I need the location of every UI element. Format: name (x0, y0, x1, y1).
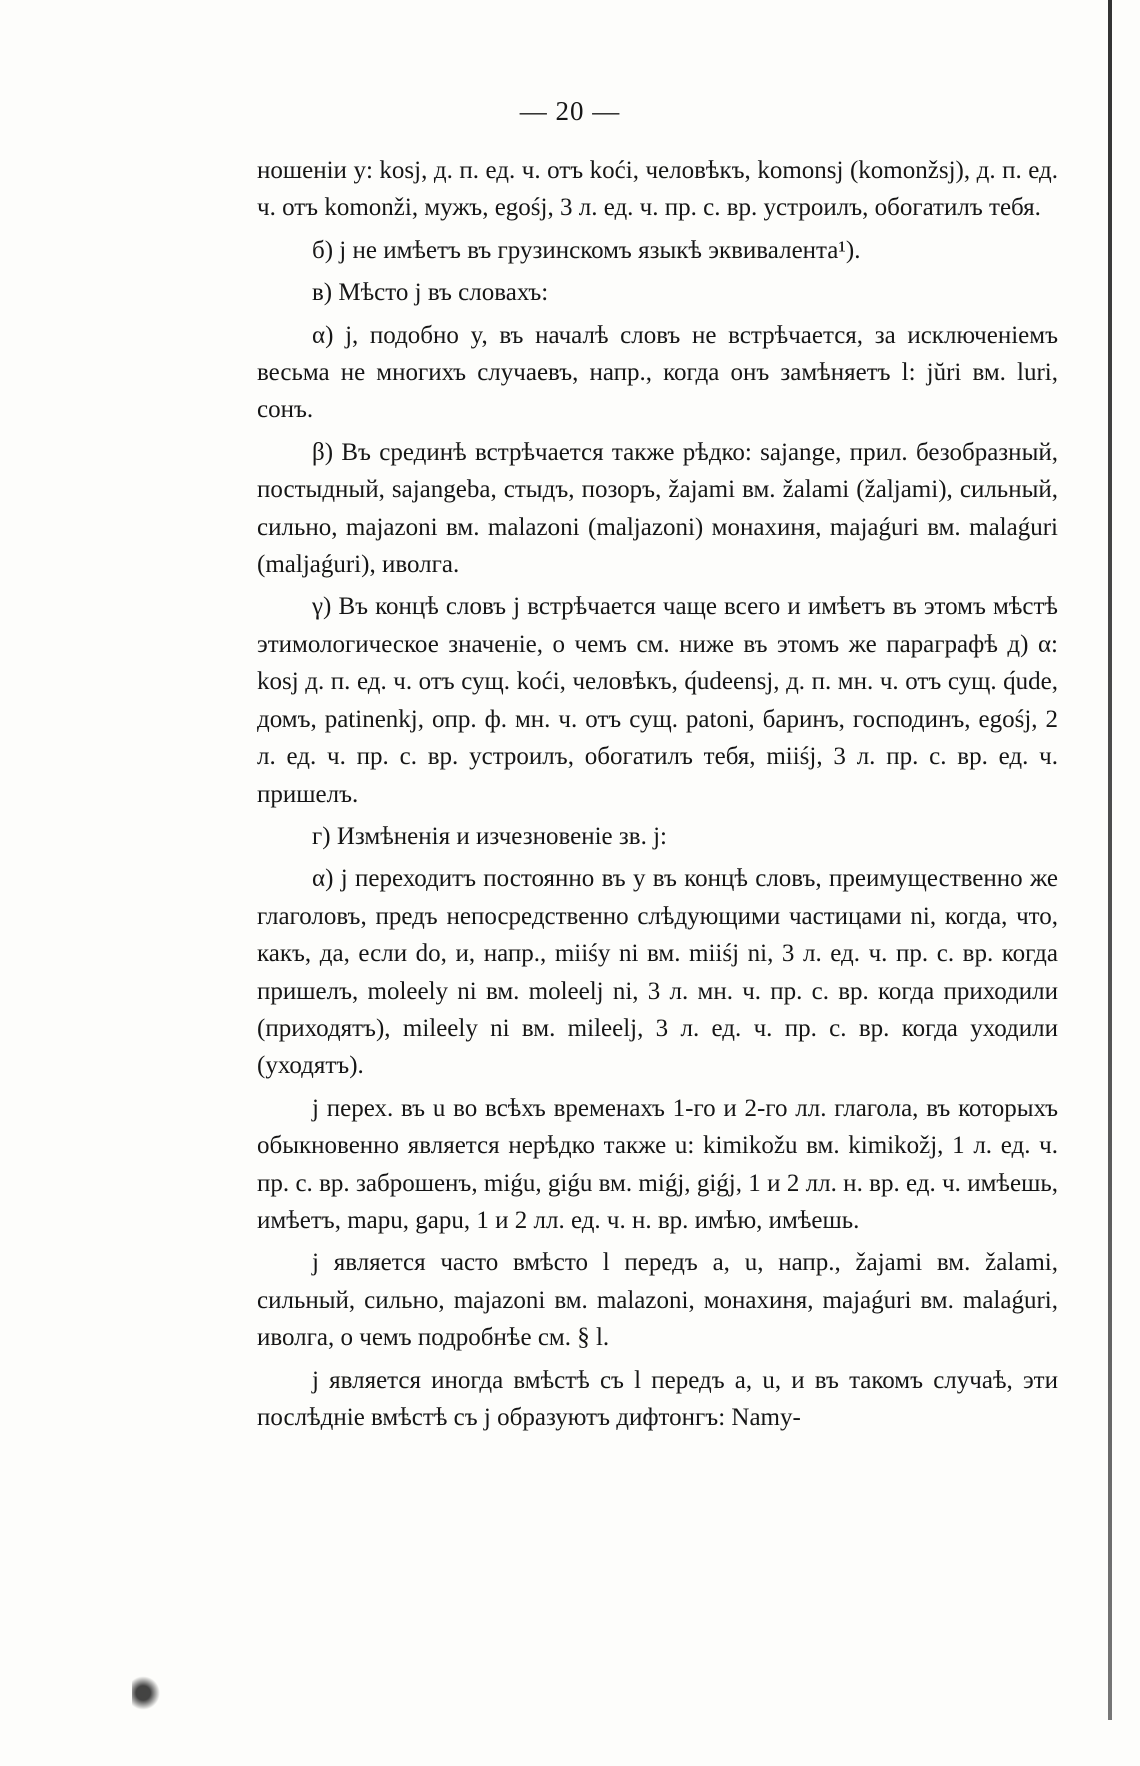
paragraph: б) j не имѣетъ въ грузинскомъ языкѣ эквивалента¹). (312, 236, 861, 264)
page-edge-line (1108, 0, 1112, 1720)
paragraph: α) j переходитъ постоянно въ y въ концѣ словъ, преимущественно же глаголовъ, предъ непосредственно слѣдующими частицами ni, когда, что, какъ, да, если do, и, напр., miiśy ni вм. miiśj ni, 3 л. ед. ч. пр. с. вр. когда пришелъ, moleely ni вм. moleelj ni, 3 л. мн. ч. пр. с. вр. когда приходили (приходятъ), mileely ni вм. mileelj, 3 л. ед. ч. пр. с. вр. когда уходили (уходятъ). (257, 865, 1058, 1080)
paragraph: ношеніи y: kosj, д. п. ед. ч. отъ koći, человѣкъ, komonsj (komonžsj), д. п. ед. ч. отъ komonži, мужъ, egośj, 3 л. ед. ч. пр. с. вр. устроилъ, обогатилъ тебя. (257, 157, 1058, 222)
paragraph: j является часто вмѣсто l передъ a, u, напр., žajami вм. žalami, сильный, сильно, majazoni вм. malazoni, монахиня, majaǵuri вм. malaǵuri, иволга, о чемъ подробнѣе см. § l. (257, 1249, 1058, 1352)
main-text (257, 152, 1058, 1441)
ink-smudge (132, 1676, 160, 1710)
paragraph: в) Мѣсто j въ словахъ: (312, 279, 549, 307)
paragraph: j перех. въ u во всѣхъ временахъ 1-го и 2-го лл. глагола, въ которыхъ обыкновенно является нерѣдко также u: kimikožu вм. kimikožj, 1 л. ед. ч. пр. с. вр. заброшенъ, miǵu, giǵu вм. miǵj, giǵj, 1 и 2 лл. н. вр. ед. ч. имѣешь, имѣетъ, mapu, gapu, 1 и 2 лл. ед. ч. н. вр. имѣю, имѣешь. (257, 1094, 1058, 1234)
page-number: — 20 — (519, 96, 621, 126)
paragraph: j является иногда вмѣстѣ съ l передъ a, u, и въ такомъ случаѣ, эти послѣдніе вмѣстѣ съ j образуютъ дифтонгъ: Namy- (257, 1366, 1058, 1431)
paragraph: г) Измѣненія и изчезновеніе зв. j: (312, 822, 667, 850)
paragraph: γ) Въ концѣ словъ j встрѣчается чаще всего и имѣетъ въ этомъ мѣстѣ этимологическое значеніе, о чемъ см. ниже въ этомъ же параграфѣ д) α: kosj д. п. ед. ч. отъ сущ. koći, человѣкъ, q́udeensj, д. п. мн. ч. отъ сущ. q́ude, домъ, patinenkj, опр. ф. мн. ч. отъ сущ. patoni, баринъ, господинъ, egośj, 2 л. ед. ч. пр. с. вр. устроилъ, обогатилъ тебя, miiśj, 3 л. пр. с. вр. ед. ч. пришелъ. (257, 593, 1058, 808)
paragraph: α) j, подобно y, въ началѣ словъ не встрѣчается, за исключеніемъ весьма не многихъ случаевъ, напр., когда онъ замѣняетъ l: jŭri вм. luri, сонъ. (257, 321, 1058, 424)
paragraph: β) Въ срединѣ встрѣчается также рѣдко: sajange, прил. безобразный, постыдный, sajangeba, стыдъ, позоръ, žajami вм. žalami (žaljami), сильный, сильно, majazoni вм. malazoni (maljazoni) монахиня, majaǵuri вм. malaǵuri (maljaǵuri), иволга. (257, 438, 1058, 579)
